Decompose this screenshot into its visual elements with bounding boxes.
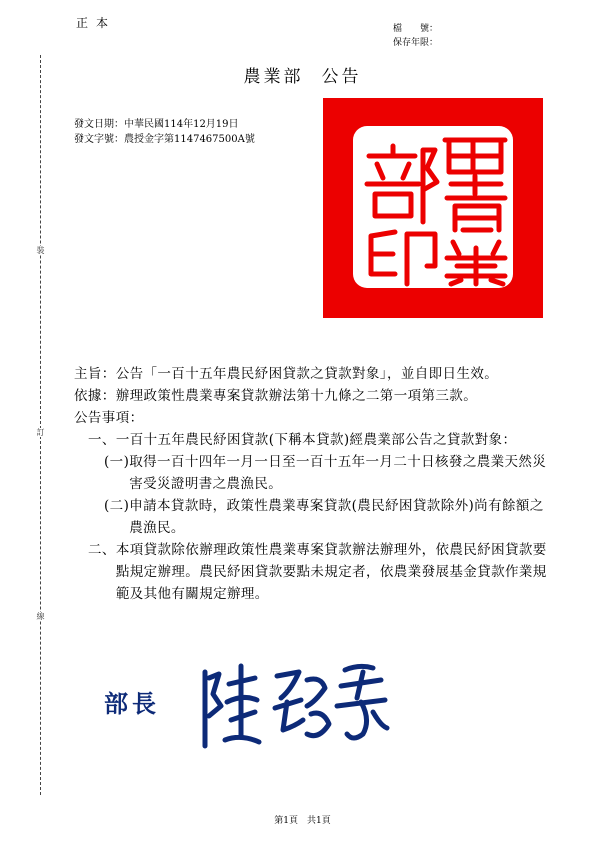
issue-number: 發文字號：農授金字第1147467500A號 — [74, 134, 255, 145]
seal-graphic — [323, 98, 543, 318]
file-meta — [393, 22, 438, 50]
binding-mark: 裝 — [36, 246, 45, 255]
document-title — [0, 62, 605, 87]
retention-period: 保存年限： — [393, 38, 439, 48]
sub-item-2-text: 申請本貸款時，政策性農業專案貸款(農民紓困貸款除外)尚有餘額之農漁民。 — [129, 498, 544, 536]
binding-mark: 訂 — [36, 428, 45, 437]
item-1-text: 一百十五年農民紓困貸款(下稱本貸款)經農業部公告之貸款對象： — [115, 432, 517, 448]
sub-item-1-text: 取得一百十四年一月一日至一百十五年一月二十日核發之農業天然災害受災證明書之農漁民。 — [129, 454, 547, 492]
item-2-text: 本項貸款除依辦理政策性農業專案貸款辦法辦理外，依農民紓困貸款要點規定辦理。農民紓困貸款要點未規定者，依農業發展基金貸款作業規範及其他有關規定辦理。 — [115, 542, 547, 602]
binding-mark: 線 — [36, 612, 45, 621]
item-2-label: 二、 — [88, 542, 116, 558]
signature-graphic — [195, 650, 395, 750]
sub-item-1 — [74, 451, 554, 495]
basis-label: 依據： — [74, 388, 116, 404]
item-1 — [74, 429, 554, 451]
item-2 — [74, 539, 554, 605]
issue-info — [74, 117, 255, 147]
copy-label: 正本 — [76, 16, 117, 30]
sub-item-1-label: (一) — [104, 454, 130, 470]
sub-item-2-label: (二) — [104, 498, 130, 514]
basis-text: 辦理政策性農業專案貸款辦法第十九條之二第一項第三款。 — [115, 388, 478, 404]
official-seal — [323, 98, 543, 318]
basis-paragraph — [74, 385, 554, 407]
subject-text: 公告「一百十五年農民紓困貸款之貸款對象」，並自即日生效。 — [115, 366, 499, 382]
body-text — [74, 363, 554, 605]
subject-label: 主旨： — [74, 366, 116, 382]
handwritten-signature — [195, 650, 395, 754]
subject-paragraph — [74, 363, 554, 385]
issuer-name: 農業部 — [243, 67, 304, 87]
item-1-label: 一、 — [88, 432, 116, 448]
sub-item-2 — [74, 495, 554, 539]
items-label: 公告事項： — [74, 410, 144, 426]
binding-line — [40, 55, 41, 795]
signatory-title: 部長 — [104, 690, 160, 718]
document-type: 公告 — [321, 67, 362, 87]
issue-date: 發文日期：中華民國114年12月19日 — [74, 119, 239, 130]
page-number: 第1頁 共1頁 — [274, 816, 331, 826]
file-number: 檔 號： — [393, 24, 439, 34]
